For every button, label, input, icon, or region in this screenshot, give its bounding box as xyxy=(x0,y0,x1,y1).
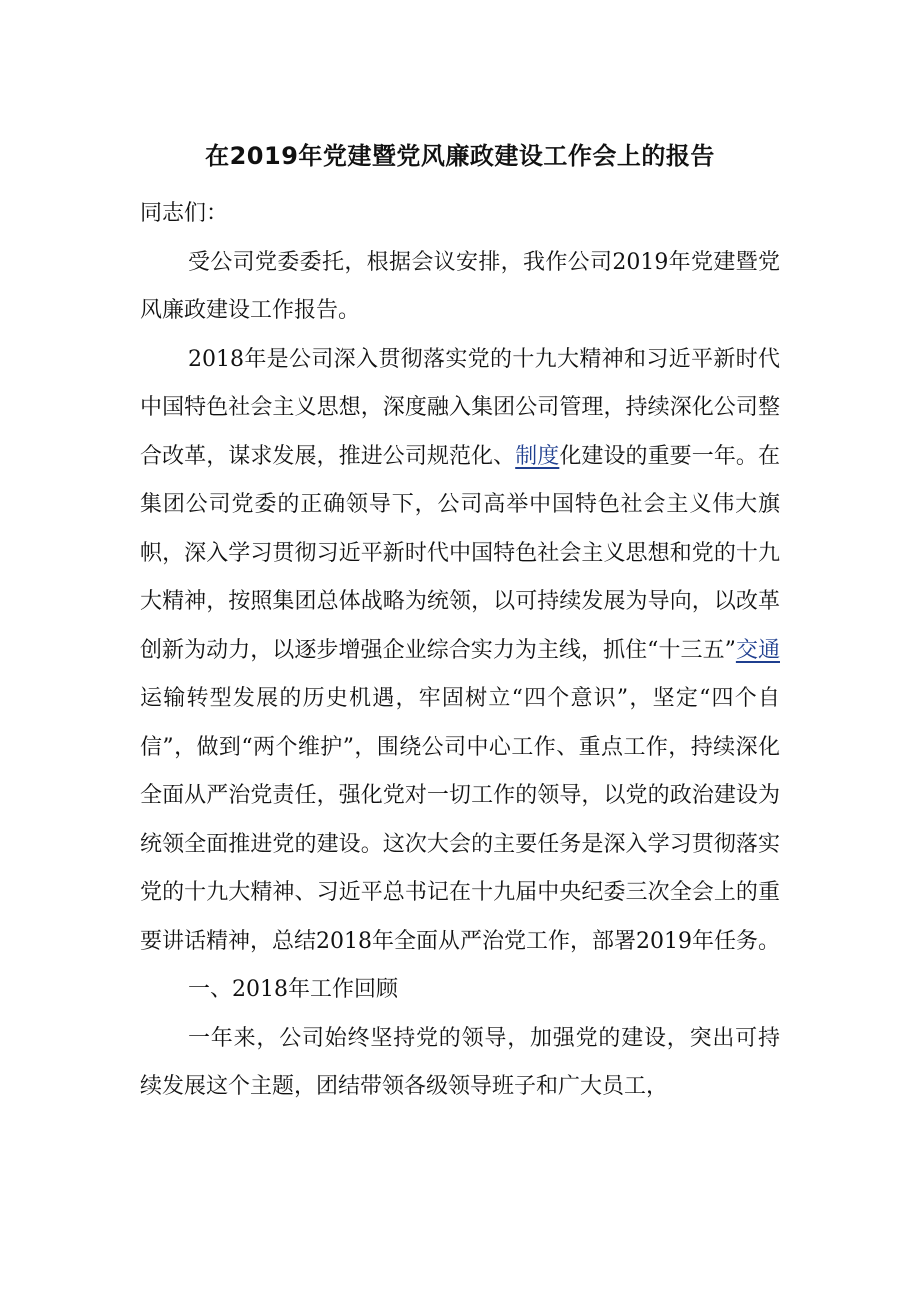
section-heading-review: 一、2018年工作回顾 xyxy=(188,977,398,1002)
paragraph-intro: 受公司党委委托，根据会议安排，我作公司2019年党建暨党风廉政建设工作报告。 xyxy=(140,249,780,323)
paragraph-2018-summary xyxy=(140,336,780,967)
paragraph-text: 化建设的重要一年。在集团公司党委的正确领导下，公司高举中国特色社会主义伟大旗帜，深入学习贯彻习近平新时代中国特色社会主义思想和党的十九大精神，按照集团总体战略为统领，以可持续发展为导向，以改革创新为动力，以逐步增强企业综合实力为主线，抓住“十三五” xyxy=(140,443,780,663)
link-jiaotong[interactable]: 交通 xyxy=(735,637,780,663)
paragraph-text: 2018年是公司深入贯彻落实党的十九大精神和习近平新时代中国特色社会主义思想，深度融入集团公司管理，持续深化公司整合改革，谋求发展，推进公司规范化、 xyxy=(140,346,780,469)
paragraph-review: 一年来，公司始终坚持党的领导，加强党的建设，突出可持续发展这个主题，团结带领各级领导班子和广大员工， xyxy=(140,1025,780,1099)
link-zhidu[interactable]: 制度 xyxy=(515,443,560,469)
salutation: 同志们： xyxy=(140,201,229,226)
document-title: 在2019年党建暨党风廉政建设工作会上的报告 xyxy=(205,142,715,170)
document-body xyxy=(140,128,780,1112)
paragraph-text: 运输转型发展的历史机遇，牢固树立“四个意识”，坚定“四个自信”，做到“两个维护”，围绕公司中心工作、重点工作，持续深化全面从严治党责任，强化党对一切工作的领导，以党的政治建设为统领全面推进党的建设。这次大会的主要任务是深入学习贯彻落实党的十九大精神、习近平总书记在十九届中央纪委三次全会上的重要讲话精神，总结2018年全面从严治党工作，部署2019年任务。 xyxy=(140,686,780,954)
